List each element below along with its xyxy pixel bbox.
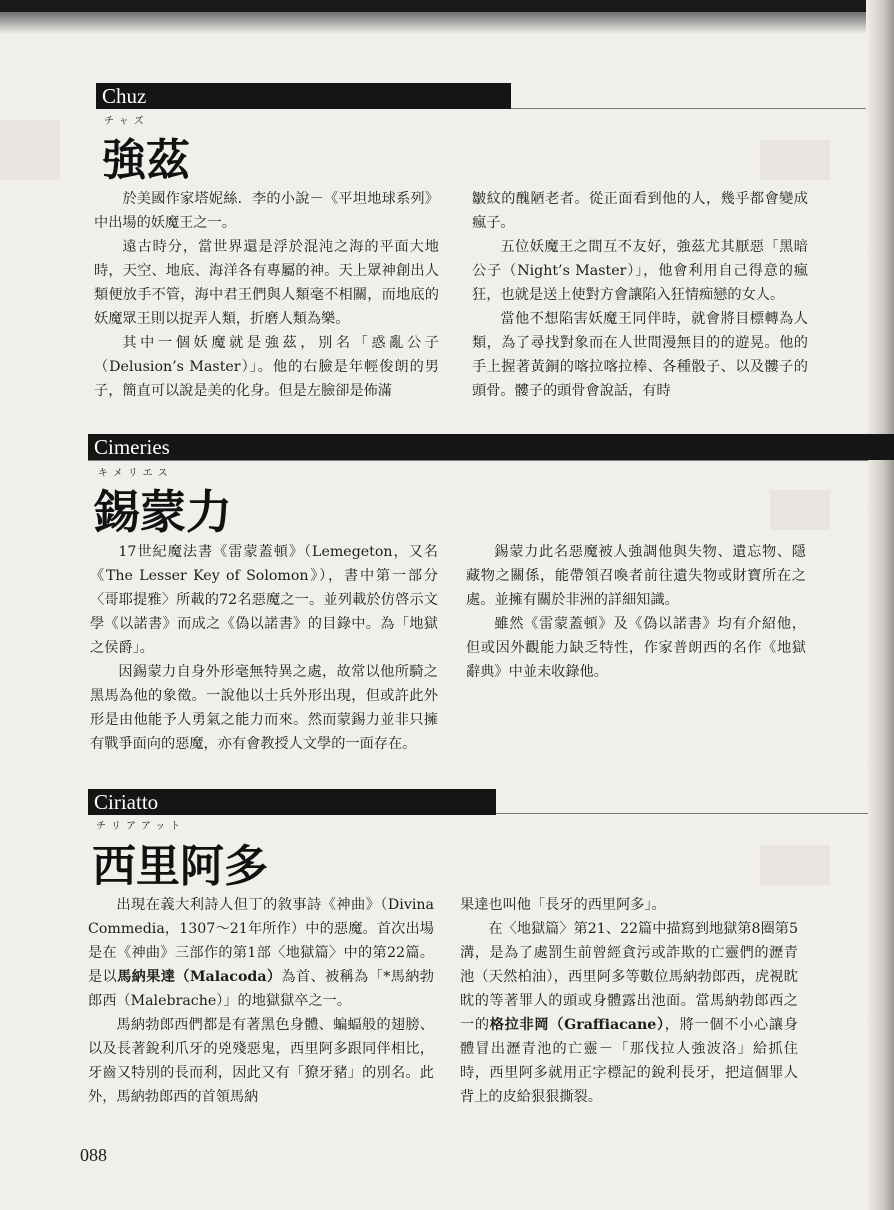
ciriatto-paragraph-1 [88,893,434,1013]
ciriatto-left-column [88,893,434,1109]
ciriatto-p4-bold: 格拉非岡（Graffiacane） [489,1017,665,1033]
ciriatto-right-column [460,893,798,1109]
entry-header-ciriatto: Ciriatto [88,789,496,815]
chuz-paragraph-5: 五位妖魔王之間互不友好，強茲尤其厭惡「黑暗公子（Night’s Master）」，他會利用自己得意的瘋狂，也就是送上使對方會讓陷入狂情痴戀的女人。 [472,239,808,303]
entry-kana-ciriatto: チリアアット [96,821,186,832]
cimeries-left-column [90,540,438,756]
cimeries-paragraph-4: 雖然《雷蒙蓋頓》及《偽以諾書》均有介紹他，但或因外觀能力缺乏特性，作家普朗西的名作《地獄辭典》中並未收錄他。 [466,616,806,680]
ciriatto-p4-text-a: 在〈地獄篇〉第21、22篇中描寫到地獄第8圈第5溝，是為了處罰生前曾經貪污或詐欺的亡靈們的瀝青池（天然柏油），西里阿多等數位馬納勃郎西，虎視眈眈的等著罪人的頭或身體露出池面。當馬納勃郎西之一的 [460,921,798,1033]
ciriatto-paragraph-4 [460,917,798,1109]
ciriatto-p4-text-b: ，將一個不小心讓身體冒出瀝青池的亡靈－「那伐拉人強波洛」給抓住時，西里阿多就用正字標記的銳利長牙，把這個罪人背上的皮給狠狠撕裂。 [460,1017,798,1105]
bleed-through-right-1 [760,140,830,180]
chuz-right-column [472,187,808,403]
book-spine-shadow [866,0,894,1210]
cimeries-right-column [466,540,806,684]
ciriatto-paragraph-2: 馬納勃郎西們都是有著黑色身體、蝙蝠般的翅膀、以及長著銳利爪牙的兇殘惡鬼，西里阿多跟同伴相比，牙齒又特別的長而利，因此又有「獠牙豬」的別名。此外，馬納勃郎西的首領馬納 [88,1017,434,1105]
entry-kana-cimeries: キメリエス [98,468,173,479]
chuz-paragraph-2: 遠古時分，當世界還是浮於混沌之海的平面大地時，天空、地底、海洋各有專屬的神。天上眾神創出人類便放手不管，海中君王們與人類毫不相關，而地底的妖魔眾王則以捉弄人類，折磨人類為樂。 [94,239,439,327]
page-top-gradient [0,12,894,34]
page-top-shadow [0,0,894,12]
chuz-paragraph-4: 皺紋的醜陋老者。從正面看到他的人，幾乎都會變成瘋子。 [472,191,808,231]
entry-header-chuz: Chuz [96,83,511,109]
bleed-through-right-3 [760,845,830,885]
entry-title-cimeries: 錫蒙力 [94,485,232,539]
chuz-left-column [94,187,439,403]
chuz-paragraph-3: 其中一個妖魔就是強茲，別名「惑亂公子（Delusion’s Master）」。他的右臉是年輕俊朗的男子，簡直可以說是美的化身。但是左臉卻是佈滿 [94,335,439,399]
ciriatto-p1-bold: 馬納果達（Malacoda） [117,969,282,985]
section-rule-cimeries [88,460,868,461]
cimeries-paragraph-2: 因錫蒙力自身外形毫無特異之處，故常以他所騎之黑馬為他的象徵。一說他以士兵外形出現，但或許此外形是由他能予人勇氣之能力而來。然而蒙錫力並非只擁有戰爭面向的惡魔，亦有會教授人文學的一面存在。 [90,664,438,752]
cimeries-paragraph-1: 17世紀魔法書《雷蒙蓋頓》（Lemegeton，又名《The Lesser Key of Solomon》），書中第一部分〈哥耶提雅〉所載的72名惡魔之一。並列載於仿啓示文學《以諾書》而成之《偽以諾書》的目錄中。為「地獄之侯爵」。 [90,544,438,656]
entry-kana-chuz: チャズ [104,116,149,127]
page-number: 088 [80,1145,107,1165]
cimeries-paragraph-3: 錫蒙力此名惡魔被人強調他與失物、遺忘物、隱藏物之關係，能帶領召喚者前往遺失物或財寶所在之處。並擁有關於非洲的詳細知識。 [466,544,806,608]
chuz-paragraph-1: 於美國作家塔妮絲．李的小說－《平坦地球系列》中出場的妖魔王之一。 [94,191,439,231]
chuz-paragraph-6: 當他不想陷害妖魔王同伴時，就會將目標轉為人類，為了尋找對象而在人世間漫無目的的遊晃。他的手上握著黃銅的喀拉喀拉棒、各種骰子、以及髏子的頭骨。髏子的頭骨會說話，有時 [472,311,808,399]
entry-title-chuz: 強茲 [102,135,190,186]
entry-title-ciriatto: 西里阿多 [92,841,268,892]
ciriatto-paragraph-3: 果達也叫他「長牙的西里阿多」。 [460,897,666,913]
ciriatto-p1-text-b: 為首、被稱為「*馬納勃郎西（Malebrache）」的地獄獄卒之一。 [88,969,434,1009]
ciriatto-p1-text-a: 出現在義大利詩人但丁的敘事詩《神曲》（Divina Commedia，1307～21年所作）中的惡魔。首次出場是在《神曲》三部作的第1部〈地獄篇〉中的第22篇。是以 [88,897,434,985]
bleed-through-right-2 [770,490,830,530]
bleed-through-left [0,120,60,180]
entry-header-cimeries: Cimeries [88,434,894,460]
